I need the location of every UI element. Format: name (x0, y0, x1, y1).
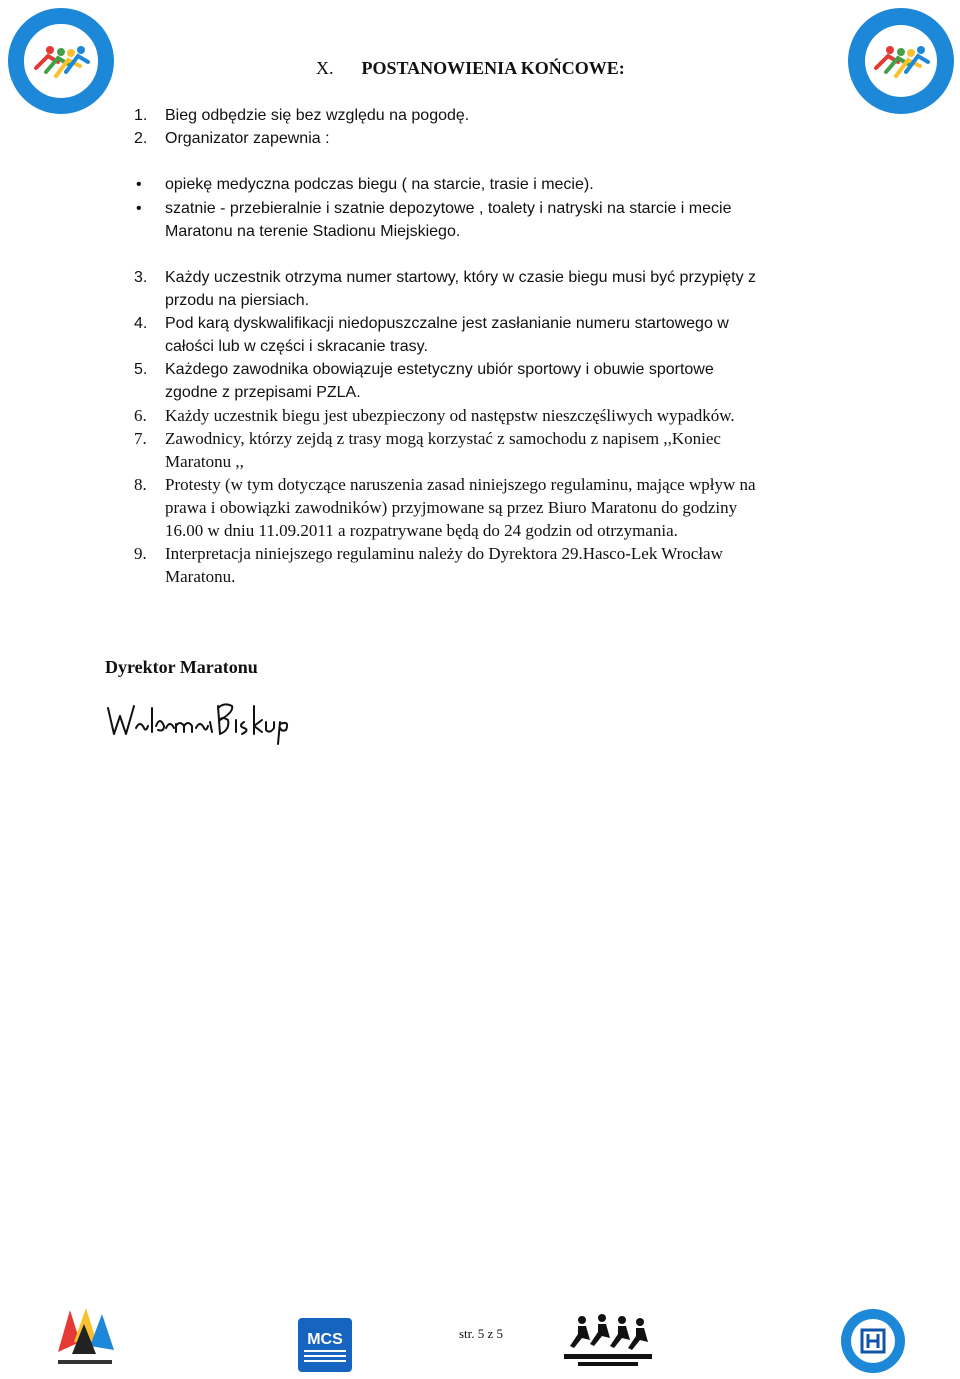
bullet-icon: • (136, 176, 142, 193)
mcs-logo (298, 1318, 352, 1372)
bullet-icon: • (136, 200, 142, 217)
stowarzyszenie-maraton-logo (560, 1312, 656, 1370)
hasco-lek-logo (840, 1308, 906, 1374)
section-title: POSTANOWIENIA KOŃCOWE: (361, 58, 625, 78)
wroclaw-logo (52, 1302, 118, 1368)
section-heading (316, 58, 625, 79)
director-label: Dyrektor Maratonu (105, 657, 258, 677)
signature-image (104, 698, 304, 746)
svg-text:MCS: MCS (307, 1331, 343, 1348)
page-number: str. 5 z 5 (459, 1326, 504, 1341)
marathon-logo-right (846, 6, 956, 116)
section-number: X. (316, 58, 334, 78)
marathon-logo-left (6, 6, 116, 116)
